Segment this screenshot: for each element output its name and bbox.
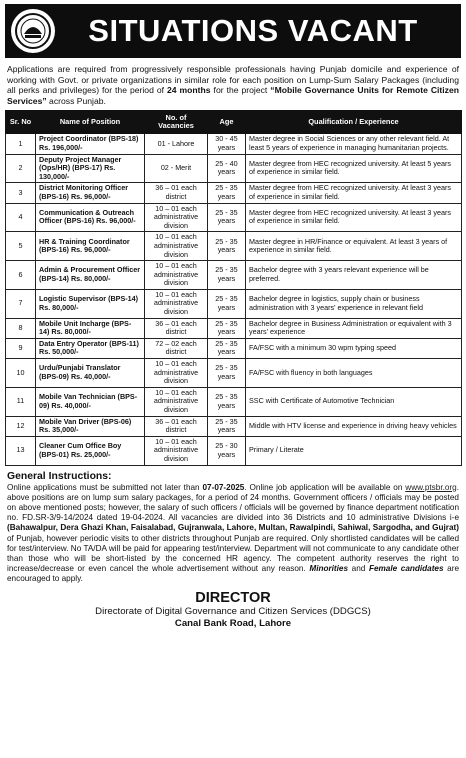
cell-position: Deputy Project Manager (Ops/HR) (BPS-17) Rs. 130,000/- xyxy=(36,154,145,183)
table-row xyxy=(6,318,462,338)
cell-age: 25 - 35 years xyxy=(208,289,246,318)
cell-qualification: Master degree in HR/Finance or equivalent. At least 3 years of experience in similar field. xyxy=(246,232,462,261)
encourage-minorities: Minorities xyxy=(309,564,349,574)
cell-age: 25 - 35 years xyxy=(208,261,246,290)
instructions-title: General Instructions: xyxy=(7,470,112,482)
instructions-text: . Online job application will be available on xyxy=(244,482,406,492)
table-row xyxy=(6,289,462,318)
table-row xyxy=(6,134,462,154)
table-row xyxy=(6,359,462,388)
table-row xyxy=(6,416,462,436)
cell-vacancies: 10 – 01 each administrative division xyxy=(145,203,208,232)
cell-position: Mobile Van Technician (BPS-09) Rs. 40,000/- xyxy=(36,387,145,416)
cell-vacancies: 10 – 01 each administrative division xyxy=(145,289,208,318)
cell-position: Admin & Procurement Officer (BPS-14) Rs. 80,000/- xyxy=(36,261,145,290)
cell-qualification: Bachelor degree with 3 years relevant experience will be preferred. xyxy=(246,261,462,290)
table-row xyxy=(6,154,462,183)
project-name: “Mobile Governance Units for Remote Citizen Services” xyxy=(7,85,459,106)
divisions-list: (Bahawalpur, Dera Ghazi Khan, Faisalabad, Gujranwala, Lahore, Multan, Rawalpindi, Sahiwal, Sargodha, and Gujrat) xyxy=(7,523,459,533)
website-link[interactable]: www.ptsbr.org xyxy=(405,482,457,492)
cell-age: 25 - 35 years xyxy=(208,416,246,436)
cell-qualification: Primary / Literate xyxy=(246,436,462,465)
cell-vacancies: 02 - Merit xyxy=(145,154,208,183)
header-vacancies: No. of Vacancies xyxy=(145,111,208,134)
department-name: Directorate of Digital Governance and Citizen Services (DDGCS) xyxy=(95,605,371,617)
cell-vacancies: 72 – 02 each district xyxy=(145,338,208,358)
cell-vacancies: 36 – 01 each district xyxy=(145,416,208,436)
punjab-government-seal-icon xyxy=(11,9,55,53)
cell-qualification: FA/FSC with fluency in both languages xyxy=(246,359,462,388)
table-row xyxy=(6,183,462,203)
cell-age: 25 - 35 years xyxy=(208,232,246,261)
cell-age: 30 - 45 years xyxy=(208,134,246,154)
cell-vacancies: 10 – 01 each administrative division xyxy=(145,261,208,290)
cell-position: Logistic Supervisor (BPS-14) Rs. 80,000/- xyxy=(36,289,145,318)
header-banner xyxy=(5,4,461,58)
instructions-paragraph xyxy=(7,483,459,585)
cell-sr: 13 xyxy=(6,436,36,465)
instructions-text: are encouraged to apply. xyxy=(7,564,459,584)
intro-text-2: for the project xyxy=(210,85,271,96)
header-qualification: Qualification / Experience xyxy=(246,111,462,134)
cell-qualification: Bachelor degree in Business Administration or equivalent with 3 years' experience xyxy=(246,318,462,338)
cell-sr: 3 xyxy=(6,183,36,203)
cell-vacancies: 10 – 01 each administrative division xyxy=(145,232,208,261)
cell-vacancies: 10 – 01 each administrative division xyxy=(145,387,208,416)
table-row xyxy=(6,203,462,232)
cell-sr: 8 xyxy=(6,318,36,338)
cell-position: Cleaner Cum Office Boy (BPS-01) Rs. 25,000/- xyxy=(36,436,145,465)
deadline-date: 07-07-2025 xyxy=(202,482,245,492)
cell-vacancies: 36 – 01 each district xyxy=(145,183,208,203)
intro-paragraph xyxy=(7,64,459,106)
cell-sr: 4 xyxy=(6,203,36,232)
table-row xyxy=(6,436,462,465)
cell-position: Project Coordinator (BPS-18) Rs. 196,000/- xyxy=(36,134,145,154)
cell-qualification: Master degree in Social Sciences or any other relevant field. At least 5 years of experience in managing humanitarian projects. xyxy=(246,134,462,154)
cell-qualification: Bachelor degree in logistics, supply chain or business administration with 3 years' experience in relevant field xyxy=(246,289,462,318)
cell-qualification: Master degree from HEC recognized university. At least 5 years of experience in similar field. xyxy=(246,154,462,183)
cell-age: 25 - 35 years xyxy=(208,318,246,338)
cell-sr: 10 xyxy=(6,359,36,388)
table-header-row xyxy=(6,111,462,134)
cell-position: Data Entry Operator (BPS-11) Rs. 50,000/- xyxy=(36,338,145,358)
header-sr: Sr. No xyxy=(6,111,36,134)
header-position: Name of Position xyxy=(36,111,145,134)
cell-sr: 9 xyxy=(6,338,36,358)
cell-qualification: Middle with HTV license and experience in driving heavy vehicles xyxy=(246,416,462,436)
cell-position: Communication & Outreach Officer (BPS-16) Rs. 96,000/- xyxy=(36,203,145,232)
cell-sr: 11 xyxy=(6,387,36,416)
cell-age: 25 - 35 years xyxy=(208,387,246,416)
cell-vacancies: 01 - Lahore xyxy=(145,134,208,154)
cell-qualification: Master degree from HEC recognized university. At least 3 years of experience in similar field. xyxy=(246,183,462,203)
cell-position: Mobile Van Driver (BPS-06) Rs. 35,000/- xyxy=(36,416,145,436)
cell-qualification: SSC with Certificate of Automotive Technician xyxy=(246,387,462,416)
intro-text-1: Applications are required from progressively responsible professionals having Punjab domicile and experience of working with Govt. or private organizations in similar role for each position on Lump-Sum Salary Packages (including all perks and privileges) for the period of xyxy=(7,64,459,96)
cell-sr: 6 xyxy=(6,261,36,290)
director-title: DIRECTOR xyxy=(195,589,271,606)
cell-age: 25 - 35 years xyxy=(208,183,246,203)
instructions-text: Online applications must be submitted not later than xyxy=(7,482,203,492)
instructions-text: of Punjab, however periodic visits to other districts throughout Punjab are required. Only shortlisted candidates will be called for test/interview. No TA/DA will be paid for appearing test/interview. Department will not communicate to any candidate other than those who will be short-listed by the concerned HR agency. The competent authority reserves the right to increase/decrease or even cancel the whole advertisement without any reason. xyxy=(7,533,459,574)
cell-age: 25 - 35 years xyxy=(208,203,246,232)
cell-vacancies: 10 – 01 each administrative division xyxy=(145,359,208,388)
department-address: Canal Bank Road, Lahore xyxy=(174,617,292,629)
page-title: SITUATIONS VACANT xyxy=(88,13,418,48)
encourage-female: Female candidates xyxy=(368,564,444,574)
cell-qualification: Master degree from HEC recognized university. At least 3 years of experience in similar field. xyxy=(246,203,462,232)
cell-age: 25 - 40 years xyxy=(208,154,246,183)
contract-duration: 24 months xyxy=(167,85,211,96)
cell-position: District Monitoring Officer (BPS-16) Rs. 96,000/- xyxy=(36,183,145,203)
cell-age: 25 - 35 years xyxy=(208,338,246,358)
intro-text-3: across Punjab. xyxy=(46,95,106,106)
positions-table xyxy=(5,110,462,465)
cell-position: Mobile Unit Incharge (BPS-14) Rs. 80,000/- xyxy=(36,318,145,338)
cell-age: 25 - 35 years xyxy=(208,359,246,388)
header-age: Age xyxy=(208,111,246,134)
cell-sr: 7 xyxy=(6,289,36,318)
table-row xyxy=(6,338,462,358)
cell-sr: 2 xyxy=(6,154,36,183)
table-row xyxy=(6,261,462,290)
table-row xyxy=(6,387,462,416)
cell-sr: 5 xyxy=(6,232,36,261)
cell-sr: 1 xyxy=(6,134,36,154)
footer-signature xyxy=(5,590,461,630)
cell-position: HR & Training Coordinator (BPS-16) Rs. 96,000/- xyxy=(36,232,145,261)
cell-qualification: FA/FSC with a minimum 30 wpm typing speed xyxy=(246,338,462,358)
cell-sr: 12 xyxy=(6,416,36,436)
instructions-text: and xyxy=(348,564,369,574)
instructions-text: . above positions are on lump sum salary packages, for a period of 24 months. Government officers / officials may be posted on above mentioned posts; however, the salary of such officers / officials will be governed by finance department notification no. FD.SR-3/9-14/2024 dated 19-04-2024. All vacancies are divided into 36 Districts and 10 administrative Divisions i-e xyxy=(7,482,459,523)
cell-vacancies: 10 – 01 each administrative division xyxy=(145,436,208,465)
table-row xyxy=(6,232,462,261)
cell-age: 25 - 30 years xyxy=(208,436,246,465)
cell-position: Urdu/Punjabi Translator (BPS-09) Rs. 40,000/- xyxy=(36,359,145,388)
cell-vacancies: 36 – 01 each district xyxy=(145,318,208,338)
